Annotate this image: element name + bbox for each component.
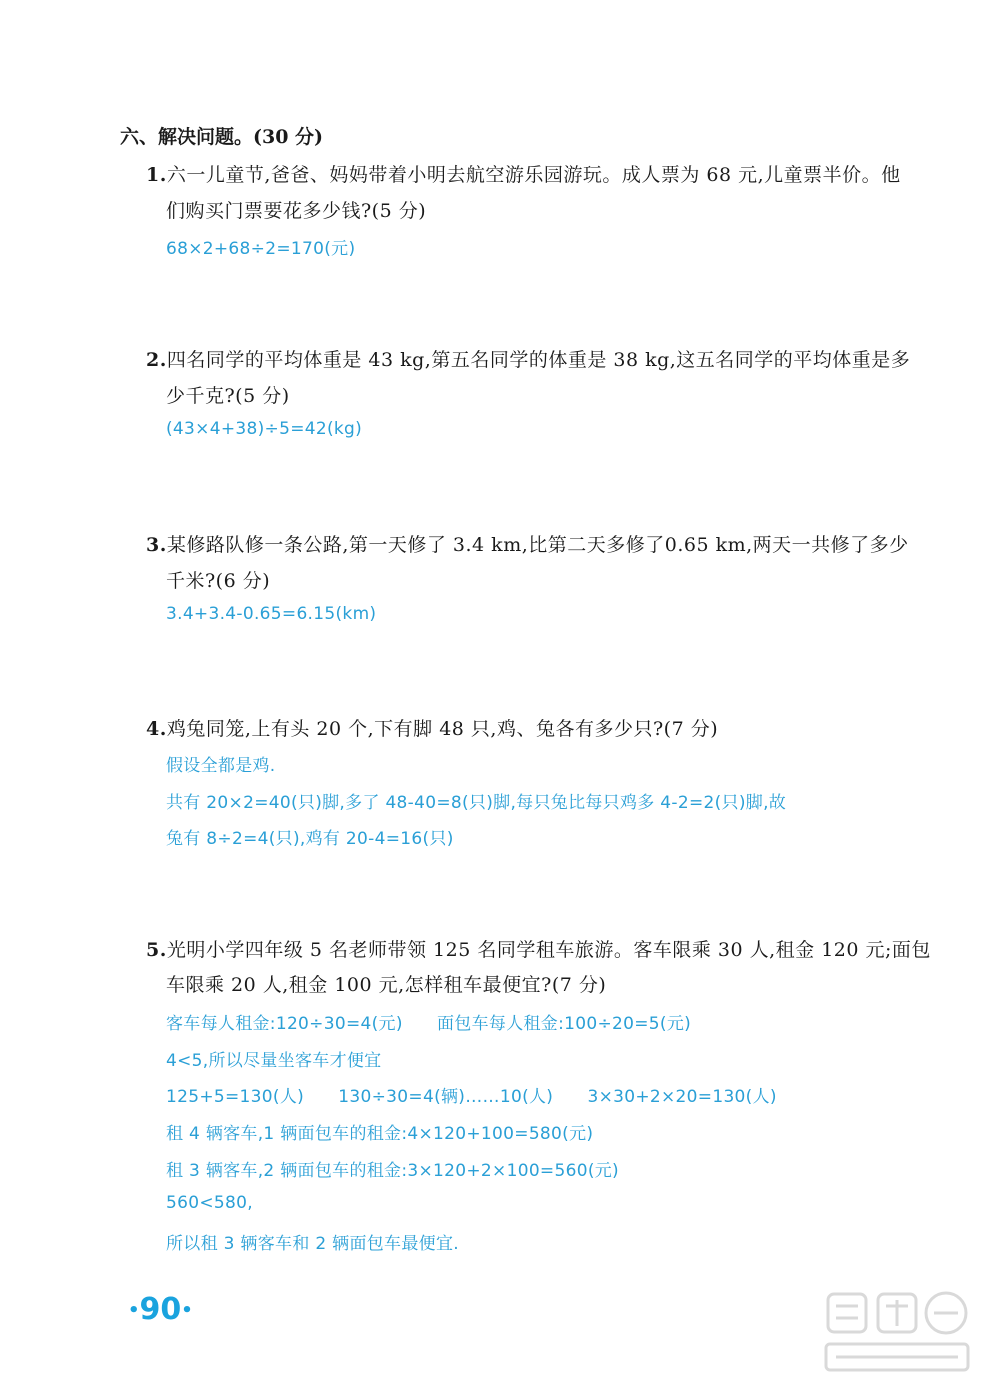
question-4-answer-1: 假设全都是鸡.	[166, 756, 276, 776]
question-2-line-2: 少千克?(5 分)	[166, 385, 290, 407]
question-1-answer: 68×2+68÷2=170(元)	[166, 239, 356, 259]
question-2-number: 2.	[146, 349, 167, 371]
page-number-dot-right: •	[181, 1300, 193, 1321]
question-4-line-1: 4.鸡兔同笼,上有头 20 个,下有脚 48 只,鸡、兔各有多少只?(7 分)	[146, 718, 719, 740]
question-3-line-1: 3.某修路队修一条公路,第一天修了 3.4 km,比第二天多修了0.65 km,两天一共修了多少	[146, 534, 909, 556]
question-5-answer-3: 125+5=130(人) 130÷30=4(辆)……10(人) 3×30+2×20=130(人)	[166, 1087, 777, 1107]
watermark-logo	[822, 1286, 972, 1376]
question-3-line-2: 千米?(6 分)	[166, 570, 271, 592]
question-1-line-1: 1.六一儿童节,爸爸、妈妈带着小明去航空游乐园游玩。成人票为 68 元,儿童票半价。他	[146, 164, 901, 186]
question-1-number: 1.	[146, 164, 167, 186]
page-number-dot-left: •	[128, 1300, 140, 1321]
question-4-answer-2: 共有 20×2=40(只)脚,多了 48-40=8(只)脚,每只兔比每只鸡多 4-2=2(只)脚,故	[166, 793, 787, 813]
question-5-line-2: 车限乘 20 人,租金 100 元,怎样租车最便宜?(7 分)	[166, 974, 607, 996]
question-5-line-1: 5.光明小学四年级 5 名老师带领 125 名同学租车旅游。客车限乘 30 人,租金 120 元;面包	[146, 939, 931, 961]
question-5-answer-1: 客车每人租金:120÷30=4(元) 面包车每人租金:100÷20=5(元)	[166, 1014, 692, 1034]
section-title: 六、解决问题。(30 分)	[120, 126, 324, 148]
question-5-answer-2: 4<5,所以尽量坐客车才便宜	[166, 1051, 382, 1071]
question-2-answer: (43×4+38)÷5=42(kg)	[166, 419, 363, 439]
question-3-number: 3.	[146, 534, 167, 556]
question-5-number: 5.	[146, 939, 167, 961]
question-4-number: 4.	[146, 718, 167, 740]
question-2-line-1: 2.四名同学的平均体重是 43 kg,第五名同学的体重是 38 kg,这五名同学的平均体重是多	[146, 349, 911, 371]
page-number: •90•	[128, 1292, 193, 1327]
question-5-answer-7: 所以租 3 辆客车和 2 辆面包车最便宜.	[166, 1234, 459, 1254]
question-5-answer-5: 租 3 辆客车,2 辆面包车的租金:3×120+2×100=560(元)	[166, 1161, 619, 1181]
question-5-answer-4: 租 4 辆客车,1 辆面包车的租金:4×120+100=580(元)	[166, 1124, 594, 1144]
question-1-line-2: 们购买门票要花多少钱?(5 分)	[166, 200, 427, 222]
question-3-answer: 3.4+3.4-0.65=6.15(km)	[166, 604, 377, 624]
question-4-answer-3: 兔有 8÷2=4(只),鸡有 20-4=16(只)	[166, 829, 454, 849]
question-5-answer-6: 560<580,	[166, 1193, 253, 1213]
